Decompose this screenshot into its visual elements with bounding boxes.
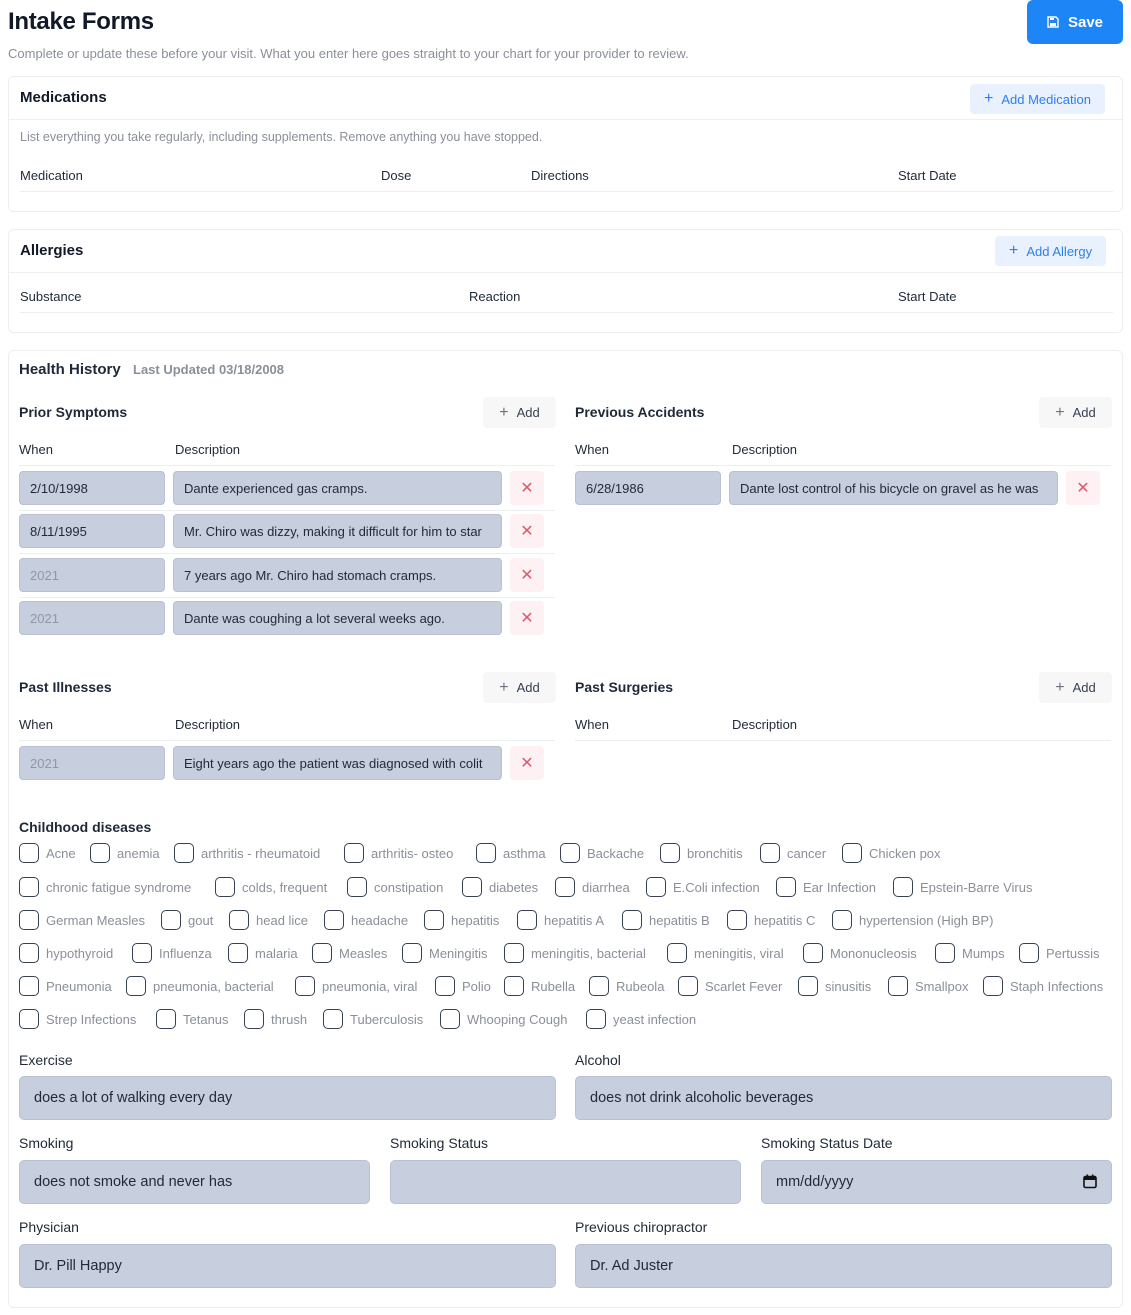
childhood-disease-checkbox[interactable] bbox=[132, 943, 212, 963]
checkbox-label: colds, frequent bbox=[242, 879, 328, 895]
checkbox-label: yeast infection bbox=[613, 1011, 697, 1027]
checkbox-box[interactable] bbox=[842, 843, 862, 863]
checkbox-label: Epstein-Barre Virus bbox=[920, 879, 1033, 895]
checkbox-label: asthma bbox=[503, 845, 546, 861]
childhood-disease-checkbox[interactable] bbox=[244, 1009, 307, 1029]
checkbox-box[interactable] bbox=[893, 877, 913, 897]
plus-icon: + bbox=[499, 678, 509, 696]
childhood-disease-checkbox[interactable] bbox=[19, 877, 191, 897]
divider bbox=[575, 465, 1111, 466]
checkbox-label: Rubella bbox=[531, 978, 576, 994]
col-substance: Substance bbox=[20, 289, 82, 304]
add-allergy-button[interactable] bbox=[995, 236, 1106, 266]
last-updated: Last Updated 03/18/2008 bbox=[133, 362, 285, 377]
checkbox-box[interactable] bbox=[161, 910, 181, 930]
col-reaction: Reaction bbox=[469, 289, 521, 304]
add-allergy-label: Add Allergy bbox=[1026, 243, 1093, 259]
childhood-disease-checkbox[interactable] bbox=[667, 943, 784, 963]
col-when: When bbox=[575, 442, 609, 457]
past-surgeries-title: Past Surgeries bbox=[575, 679, 674, 695]
prior-symptom-when[interactable]: 8/11/1995 bbox=[19, 514, 165, 548]
checkbox-label: headache bbox=[351, 912, 409, 928]
checkbox-label: Mumps bbox=[962, 945, 1005, 961]
col-when: When bbox=[19, 717, 53, 732]
divider bbox=[20, 191, 1113, 192]
exercise-input[interactable]: does a lot of walking every day bbox=[19, 1076, 556, 1120]
childhood-disease-checkbox[interactable] bbox=[935, 943, 1005, 963]
checkbox-box[interactable] bbox=[435, 976, 455, 996]
past-illnesses-title: Past Illnesses bbox=[19, 679, 112, 695]
add-past-surgery-button[interactable] bbox=[1039, 672, 1112, 703]
add-past-illness-button[interactable] bbox=[483, 672, 556, 703]
childhood-disease-checkbox[interactable] bbox=[156, 1009, 229, 1029]
col-directions: Directions bbox=[531, 168, 589, 183]
checkbox-label: constipation bbox=[374, 879, 444, 895]
checkbox-label: Scarlet Fever bbox=[705, 978, 783, 994]
childhood-disease-checkbox[interactable] bbox=[832, 910, 993, 930]
checkbox-label: Measles bbox=[339, 945, 388, 961]
checkbox-label: hypertension (High BP) bbox=[859, 912, 994, 928]
childhood-disease-checkbox[interactable] bbox=[229, 910, 308, 930]
save-button[interactable] bbox=[1027, 0, 1123, 44]
checkbox-label: gout bbox=[188, 912, 214, 928]
add-label: Add bbox=[1072, 405, 1096, 420]
checkbox-box[interactable] bbox=[132, 943, 152, 963]
allergies-title: Allergies bbox=[20, 242, 84, 259]
childhood-disease-checkbox[interactable] bbox=[727, 910, 815, 930]
checkbox-label: meningitis, bacterial bbox=[531, 945, 646, 961]
checkbox-box[interactable] bbox=[19, 1009, 39, 1029]
plus-icon: + bbox=[1009, 242, 1019, 259]
delete-icon[interactable]: ✕ bbox=[510, 471, 544, 505]
childhood-disease-checkbox[interactable] bbox=[476, 843, 546, 863]
checkbox-label: Acne bbox=[46, 845, 76, 861]
divider bbox=[19, 465, 555, 466]
save-icon bbox=[1047, 16, 1059, 28]
plus-icon: + bbox=[984, 90, 994, 107]
checkbox-label: Tetanus bbox=[183, 1011, 229, 1027]
checkbox-box[interactable] bbox=[678, 976, 698, 996]
add-label: Add bbox=[516, 680, 540, 695]
col-description: Description bbox=[175, 442, 241, 457]
checkbox-box[interactable] bbox=[90, 843, 110, 863]
delete-icon[interactable]: ✕ bbox=[1066, 471, 1100, 505]
date-placeholder: mm/dd/yyyy bbox=[776, 1174, 854, 1190]
childhood-disease-checkbox[interactable] bbox=[402, 943, 488, 963]
childhood-disease-checkbox[interactable] bbox=[19, 1009, 136, 1029]
childhood-disease-checkbox[interactable] bbox=[174, 843, 320, 863]
add-prior-symptom-button[interactable] bbox=[483, 397, 556, 428]
childhood-disease-checkbox[interactable] bbox=[440, 1009, 567, 1029]
checkbox-label: hepatitis A bbox=[544, 912, 604, 928]
childhood-diseases-label: Childhood diseases bbox=[19, 819, 152, 835]
checkbox-box[interactable] bbox=[476, 843, 496, 863]
checkbox-box[interactable] bbox=[229, 910, 249, 930]
checkbox-box[interactable] bbox=[622, 910, 642, 930]
save-label: Save bbox=[1067, 13, 1104, 31]
prior-symptoms-title: Prior Symptoms bbox=[19, 404, 128, 420]
childhood-disease-checkbox[interactable] bbox=[504, 943, 646, 963]
past-illness-description[interactable]: Eight years ago the patient was diagnosed with colit bbox=[173, 746, 502, 780]
smoking-status-label: Smoking Status bbox=[390, 1135, 489, 1151]
plus-icon: + bbox=[1055, 678, 1065, 696]
alcohol-input[interactable]: does not drink alcoholic beverages bbox=[575, 1076, 1112, 1120]
checkbox-label: Pertussis bbox=[1046, 945, 1100, 961]
checkbox-box[interactable] bbox=[402, 943, 422, 963]
childhood-disease-checkbox[interactable] bbox=[678, 976, 782, 996]
checkbox-box[interactable] bbox=[555, 877, 575, 897]
previous-accidents-title: Previous Accidents bbox=[575, 404, 705, 420]
checkbox-box[interactable] bbox=[517, 910, 537, 930]
childhood-disease-checkbox[interactable] bbox=[344, 843, 453, 863]
checkbox-label: cancer bbox=[787, 845, 827, 861]
checkbox-box[interactable] bbox=[803, 943, 823, 963]
checkbox-label: Strep Infections bbox=[46, 1011, 137, 1027]
checkbox-box[interactable] bbox=[983, 976, 1003, 996]
childhood-disease-checkbox[interactable] bbox=[893, 877, 1032, 897]
health-history-title: Health History bbox=[19, 361, 121, 378]
delete-icon[interactable]: ✕ bbox=[510, 514, 544, 548]
checkbox-label: hepatitis bbox=[451, 912, 500, 928]
childhood-disease-checkbox[interactable] bbox=[215, 877, 327, 897]
childhood-disease-checkbox[interactable] bbox=[295, 976, 417, 996]
checkbox-box[interactable] bbox=[347, 877, 367, 897]
checkbox-box[interactable] bbox=[244, 1009, 264, 1029]
childhood-disease-checkbox[interactable] bbox=[19, 976, 112, 996]
checkbox-box[interactable] bbox=[228, 943, 248, 963]
checkbox-label: bronchitis bbox=[687, 845, 743, 861]
delete-icon[interactable]: ✕ bbox=[510, 601, 544, 635]
col-description: Description bbox=[175, 717, 241, 732]
checkbox-label: anemia bbox=[117, 845, 160, 861]
medications-hint: List everything you take regularly, including supplements. Remove anything you have stopped. bbox=[20, 130, 543, 144]
childhood-disease-checkbox[interactable] bbox=[126, 976, 274, 996]
divider bbox=[20, 312, 1113, 313]
add-medication-button[interactable] bbox=[970, 84, 1105, 114]
checkbox-label: pneumonia, bacterial bbox=[153, 978, 274, 994]
checkbox-box[interactable] bbox=[19, 843, 39, 863]
checkbox-label: Whooping Cough bbox=[467, 1011, 568, 1027]
medications-card bbox=[8, 76, 1123, 212]
checkbox-label: Chicken pox bbox=[869, 845, 941, 861]
prior-symptom-description[interactable]: 7 years ago Mr. Chiro had stomach cramps. bbox=[173, 558, 502, 592]
divider bbox=[9, 272, 1122, 273]
checkbox-label: German Measles bbox=[46, 912, 145, 928]
previous-chiropractor-input[interactable]: Dr. Ad Juster bbox=[575, 1244, 1112, 1288]
childhood-disease-checkbox[interactable] bbox=[660, 843, 743, 863]
add-previous-accident-button[interactable] bbox=[1039, 397, 1112, 428]
childhood-disease-checkbox[interactable] bbox=[19, 910, 145, 930]
physician-label: Physician bbox=[19, 1219, 79, 1235]
checkbox-box[interactable] bbox=[776, 877, 796, 897]
checkbox-box[interactable] bbox=[462, 877, 482, 897]
col-start-date: Start Date bbox=[898, 289, 957, 304]
checkbox-box[interactable] bbox=[586, 1009, 606, 1029]
alcohol-label: Alcohol bbox=[575, 1052, 621, 1068]
add-label: Add bbox=[516, 405, 540, 420]
childhood-disease-checkbox[interactable] bbox=[517, 910, 604, 930]
checkbox-label: malaria bbox=[255, 945, 298, 961]
physician-input[interactable]: Dr. Pill Happy bbox=[19, 1244, 556, 1288]
delete-icon[interactable]: ✕ bbox=[510, 558, 544, 592]
checkbox-label: Staph Infections bbox=[1010, 978, 1104, 994]
prior-symptom-when[interactable]: 2/10/1998 bbox=[19, 471, 165, 505]
checkbox-label: Tuberculosis bbox=[350, 1011, 424, 1027]
checkbox-box[interactable] bbox=[798, 976, 818, 996]
exercise-label: Exercise bbox=[19, 1052, 73, 1068]
col-start-date: Start Date bbox=[898, 168, 957, 183]
previous-accident-description[interactable]: Dante lost control of his bicycle on gravel as he was bbox=[729, 471, 1058, 505]
add-medication-label: Add Medication bbox=[1001, 91, 1091, 107]
childhood-disease-checkbox[interactable] bbox=[622, 910, 710, 930]
checkbox-box[interactable] bbox=[156, 1009, 176, 1029]
smoking-status-date-label: Smoking Status Date bbox=[761, 1135, 893, 1151]
checkbox-box[interactable] bbox=[215, 877, 235, 897]
checkbox-box[interactable] bbox=[19, 877, 39, 897]
delete-icon[interactable]: ✕ bbox=[510, 746, 544, 780]
checkbox-label: arthritis - rheumatoid bbox=[201, 845, 321, 861]
previous-accident-when[interactable]: 6/28/1986 bbox=[575, 471, 721, 505]
checkbox-label: meningitis, viral bbox=[694, 945, 784, 961]
checkbox-label: diarrhea bbox=[582, 879, 630, 895]
childhood-disease-checkbox[interactable] bbox=[589, 976, 664, 996]
smoking-status-date-input[interactable] bbox=[761, 1160, 1112, 1204]
checkbox-box[interactable] bbox=[888, 976, 908, 996]
checkbox-box[interactable] bbox=[312, 943, 332, 963]
childhood-disease-checkbox[interactable] bbox=[1019, 943, 1099, 963]
childhood-disease-checkbox[interactable] bbox=[760, 843, 826, 863]
childhood-disease-checkbox[interactable] bbox=[161, 910, 213, 930]
past-illness-when[interactable]: 2021 bbox=[19, 746, 165, 780]
checkbox-box[interactable] bbox=[424, 910, 444, 930]
page-subtitle: Complete or update these before your visit. What you enter here goes straight to your chart for your provider to review. bbox=[8, 46, 689, 61]
allergies-card bbox=[8, 229, 1123, 333]
divider bbox=[19, 597, 555, 598]
checkbox-label: Backache bbox=[587, 845, 645, 861]
page-title: Intake Forms bbox=[8, 8, 154, 35]
childhood-disease-checkbox[interactable] bbox=[19, 843, 76, 863]
childhood-disease-checkbox[interactable] bbox=[983, 976, 1103, 996]
checkbox-label: thrush bbox=[271, 1011, 308, 1027]
checkbox-box[interactable] bbox=[344, 843, 364, 863]
childhood-disease-checkbox[interactable] bbox=[435, 976, 491, 996]
smoking-label: Smoking bbox=[19, 1135, 74, 1151]
calendar-icon[interactable] bbox=[1083, 1174, 1097, 1189]
childhood-disease-checkbox[interactable] bbox=[776, 877, 876, 897]
checkbox-box[interactable] bbox=[504, 976, 524, 996]
smoking-status-input[interactable] bbox=[390, 1160, 741, 1204]
checkbox-box[interactable] bbox=[324, 910, 344, 930]
childhood-disease-checkbox[interactable] bbox=[888, 976, 968, 996]
checkbox-box[interactable] bbox=[440, 1009, 460, 1029]
childhood-disease-checkbox[interactable] bbox=[842, 843, 941, 863]
checkbox-label: Smallpox bbox=[915, 978, 969, 994]
add-label: Add bbox=[1072, 680, 1096, 695]
checkbox-label: pneumonia, viral bbox=[322, 978, 418, 994]
checkbox-box[interactable] bbox=[589, 976, 609, 996]
childhood-disease-checkbox[interactable] bbox=[424, 910, 499, 930]
prior-symptom-when[interactable]: 2021 bbox=[19, 558, 165, 592]
checkbox-label: arthritis- osteo bbox=[371, 845, 454, 861]
checkbox-box[interactable] bbox=[295, 976, 315, 996]
checkbox-label: chronic fatigue syndrome bbox=[46, 879, 192, 895]
divider bbox=[19, 740, 555, 741]
checkbox-label: hepatitis C bbox=[754, 912, 816, 928]
checkbox-box[interactable] bbox=[560, 843, 580, 863]
childhood-disease-checkbox[interactable] bbox=[560, 843, 644, 863]
col-medication: Medication bbox=[20, 168, 83, 183]
childhood-disease-checkbox[interactable] bbox=[90, 843, 160, 863]
divider bbox=[19, 510, 555, 511]
plus-icon: + bbox=[1055, 403, 1065, 421]
checkbox-box[interactable] bbox=[760, 843, 780, 863]
childhood-disease-checkbox[interactable] bbox=[586, 1009, 696, 1029]
checkbox-box[interactable] bbox=[19, 976, 39, 996]
checkbox-box[interactable] bbox=[323, 1009, 343, 1029]
checkbox-box[interactable] bbox=[935, 943, 955, 963]
divider bbox=[575, 740, 1111, 741]
checkbox-label: Ear Infection bbox=[803, 879, 876, 895]
prior-symptom-description[interactable]: Dante was coughing a lot several weeks ago. bbox=[173, 601, 502, 635]
childhood-disease-checkbox[interactable] bbox=[803, 943, 917, 963]
childhood-disease-checkbox[interactable] bbox=[324, 910, 408, 930]
checkbox-box[interactable] bbox=[1019, 943, 1039, 963]
checkbox-label: hypothyroid bbox=[46, 945, 114, 961]
childhood-disease-checkbox[interactable] bbox=[798, 976, 871, 996]
checkbox-label: head lice bbox=[256, 912, 309, 928]
childhood-disease-checkbox[interactable] bbox=[347, 877, 443, 897]
divider bbox=[19, 553, 555, 554]
checkbox-label: Rubeola bbox=[616, 978, 665, 994]
plus-icon: + bbox=[499, 403, 509, 421]
checkbox-box[interactable] bbox=[504, 943, 524, 963]
prior-symptom-when[interactable]: 2021 bbox=[19, 601, 165, 635]
childhood-disease-checkbox[interactable] bbox=[323, 1009, 423, 1029]
checkbox-box[interactable] bbox=[832, 910, 852, 930]
childhood-disease-checkbox[interactable] bbox=[462, 877, 538, 897]
col-description: Description bbox=[732, 717, 798, 732]
prior-symptom-description[interactable]: Dante experienced gas cramps. bbox=[173, 471, 502, 505]
childhood-disease-checkbox[interactable] bbox=[228, 943, 298, 963]
checkbox-box[interactable] bbox=[660, 843, 680, 863]
col-when: When bbox=[575, 717, 609, 732]
checkbox-box[interactable] bbox=[174, 843, 194, 863]
childhood-disease-checkbox[interactable] bbox=[312, 943, 387, 963]
checkbox-label: Polio bbox=[462, 978, 491, 994]
checkbox-box[interactable] bbox=[667, 943, 687, 963]
childhood-disease-checkbox[interactable] bbox=[504, 976, 575, 996]
medications-title: Medications bbox=[20, 89, 107, 106]
col-when: When bbox=[19, 442, 53, 457]
col-description: Description bbox=[732, 442, 798, 457]
checkbox-box[interactable] bbox=[126, 976, 146, 996]
checkbox-label: hepatitis B bbox=[649, 912, 710, 928]
divider bbox=[9, 119, 1122, 120]
prior-symptom-description[interactable]: Mr. Chiro was dizzy, making it difficult for him to star bbox=[173, 514, 502, 548]
checkbox-label: Mononucleosis bbox=[830, 945, 917, 961]
childhood-disease-checkbox[interactable] bbox=[19, 943, 113, 963]
checkbox-box[interactable] bbox=[19, 910, 39, 930]
smoking-input[interactable]: does not smoke and never has bbox=[19, 1160, 370, 1204]
previous-chiropractor-label: Previous chiropractor bbox=[575, 1219, 708, 1235]
checkbox-label: diabetes bbox=[489, 879, 539, 895]
checkbox-label: Pneumonia bbox=[46, 978, 112, 994]
childhood-disease-checkbox[interactable] bbox=[555, 877, 630, 897]
checkbox-box[interactable] bbox=[646, 877, 666, 897]
checkbox-box[interactable] bbox=[727, 910, 747, 930]
checkbox-label: E.Coli infection bbox=[673, 879, 760, 895]
checkbox-label: Influenza bbox=[159, 945, 212, 961]
col-dose: Dose bbox=[381, 168, 412, 183]
checkbox-label: sinusitis bbox=[825, 978, 872, 994]
checkbox-box[interactable] bbox=[19, 943, 39, 963]
checkbox-label: Meningitis bbox=[429, 945, 488, 961]
childhood-disease-checkbox[interactable] bbox=[646, 877, 760, 897]
